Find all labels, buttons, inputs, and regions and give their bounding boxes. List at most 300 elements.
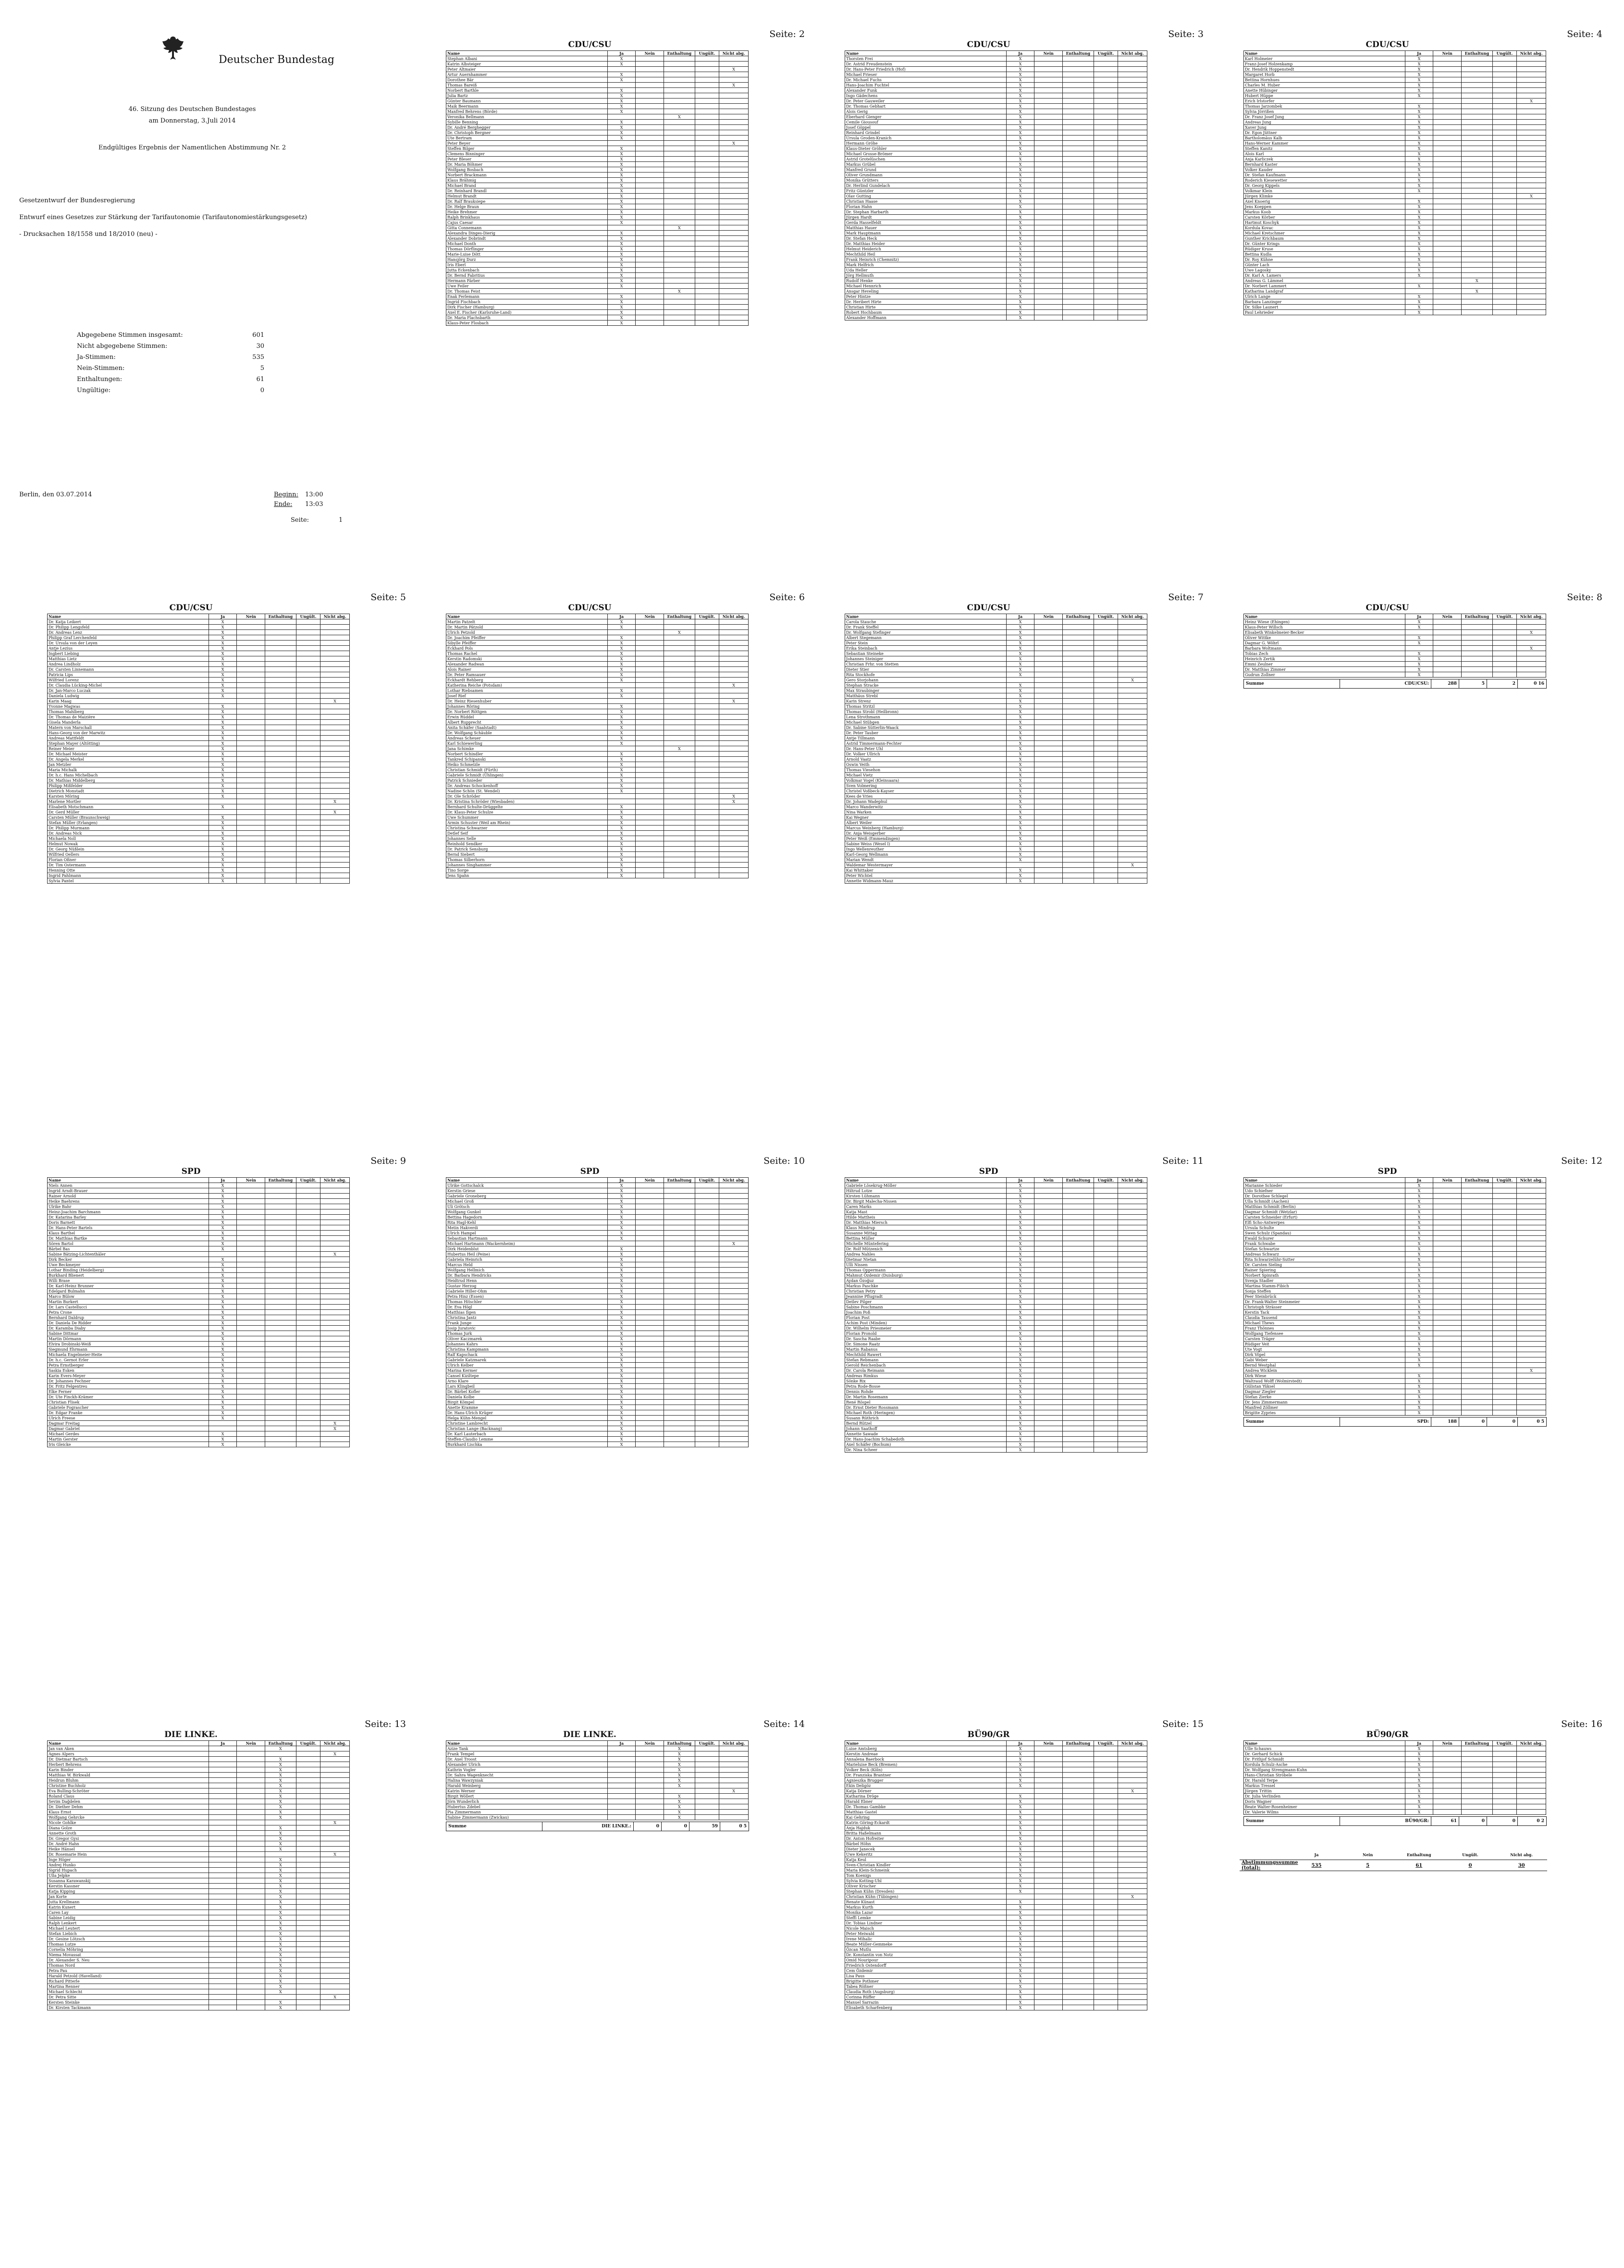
vote-mark: [719, 1762, 749, 1767]
table-row: [446, 299, 749, 305]
vote-mark: [296, 1347, 320, 1352]
vote-mark: [1034, 1394, 1063, 1400]
table-row: [1244, 210, 1546, 215]
vote-mark: [636, 831, 664, 836]
vote-mark: [1034, 662, 1063, 667]
vote-mark: [664, 767, 695, 773]
vote-mark: X: [1405, 199, 1433, 204]
vote-mark: X: [1006, 1942, 1034, 1947]
vote-mark: [265, 783, 296, 789]
vote-mark: [1462, 1389, 1493, 1394]
vote-mark: [1063, 72, 1094, 77]
vote-mark: [320, 646, 350, 651]
vote-mark: [664, 625, 695, 630]
vote-mark: [1094, 1884, 1118, 1889]
vote-mark: [1492, 77, 1517, 83]
vote-mark: [1034, 730, 1063, 736]
table-row: [1244, 1788, 1546, 1794]
member-name: Gisela Manderla: [48, 720, 209, 725]
member-name: Heidrun Bluhm: [48, 1778, 209, 1783]
table-row: [446, 799, 749, 804]
vote-mark: [719, 167, 749, 173]
vote-mark: [1094, 852, 1118, 857]
vote-mark: [719, 1336, 749, 1342]
vote-mark: [209, 2000, 237, 2005]
member-name: Dr. Karl A. Lamers: [1244, 273, 1405, 278]
vote-mark: [1517, 1347, 1546, 1352]
vote-mark: [636, 619, 664, 625]
vote-mark: [1462, 1394, 1493, 1400]
table-row: [446, 736, 749, 741]
member-name: Hans-Werner Kammer: [1244, 141, 1405, 146]
table-row: [48, 1363, 350, 1368]
vote-mark: [1492, 1400, 1517, 1405]
vote-mark: [296, 1331, 320, 1336]
table-row: [845, 1804, 1147, 1810]
member-name: Dagmar Freitag: [48, 1421, 209, 1426]
member-name: Iris Eberl: [446, 262, 608, 268]
vote-mark: [664, 125, 695, 130]
member-name: Frank Schwabe: [1244, 1241, 1405, 1246]
vote-mark: [265, 1262, 296, 1268]
vote-mark: [320, 1910, 350, 1915]
vote-mark: [209, 1820, 237, 1825]
table-row: [1244, 662, 1546, 667]
vote-mark: [1433, 88, 1462, 93]
vote-mark: [636, 257, 664, 262]
table-row: [1244, 99, 1546, 104]
vote-mark: [1517, 1799, 1546, 1804]
vote-mark: [1094, 247, 1118, 252]
page-number: Seite: 7: [1168, 592, 1204, 603]
vote-mark: [636, 199, 664, 204]
vote-mark: [1492, 136, 1517, 141]
vote-mark: [1462, 284, 1493, 289]
party-title: CDU/CSU: [967, 40, 1010, 49]
vote-mark: [1517, 247, 1546, 252]
vote-mark: [1118, 709, 1147, 715]
table-row: [48, 1400, 350, 1405]
vote-mark: [1034, 151, 1063, 157]
member-name: Albert Weiler: [845, 820, 1007, 826]
vote-mark: [719, 1183, 749, 1188]
vote-mark: [719, 741, 749, 746]
vote-mark: [1034, 1299, 1063, 1305]
member-name: Christel Voßbeck-Kayser: [845, 789, 1007, 794]
vote-mark: [1462, 247, 1493, 252]
vote-mark: [209, 810, 237, 815]
table-row: [446, 1278, 749, 1283]
vote-mark: [1063, 683, 1094, 688]
vote-mark: [607, 799, 636, 804]
vote-mark: [1462, 619, 1493, 625]
vote-mark: [265, 1273, 296, 1278]
member-name: Dr. Andreas Schockenhoff: [446, 783, 608, 789]
vote-mark: X: [1006, 709, 1034, 715]
vote-mark: [636, 630, 664, 635]
table-row: [446, 1400, 749, 1405]
vote-mark: [1517, 1220, 1546, 1225]
vote-mark: X: [607, 136, 636, 141]
vote-mark: X: [1405, 1204, 1433, 1209]
vote-mark: [1094, 1410, 1118, 1416]
vote-mark: [1063, 878, 1094, 884]
vote-mark: [636, 715, 664, 720]
vote-mark: X: [265, 1979, 296, 1984]
vote-mark: X: [607, 146, 636, 151]
member-name: Iris Gleicke: [48, 1442, 209, 1447]
vote-mark: X: [1006, 630, 1034, 635]
member-name: Maria Michalk: [48, 767, 209, 773]
vote-mark: [664, 863, 695, 868]
vote-mark: [1462, 305, 1493, 310]
table-row: [446, 625, 749, 630]
vote-mark: [1034, 1921, 1063, 1926]
vote-mark: [695, 93, 719, 99]
member-name: Clemens Binninger: [446, 151, 608, 157]
vote-mark: X: [1405, 1289, 1433, 1294]
vote-mark: X: [1006, 1820, 1034, 1825]
vote-mark: X: [209, 815, 237, 820]
vote-mark: [636, 1305, 664, 1310]
table-row: [446, 136, 749, 141]
member-name: Olav Gutting: [845, 194, 1007, 199]
member-name: Thomas Strobl (Heilbronn): [845, 709, 1007, 715]
total-label: Abstimmungssumme (total):: [1240, 1860, 1291, 1871]
column-header: Nein: [1034, 614, 1063, 619]
column-header: Ja: [1405, 614, 1433, 619]
member-name: Elisabeth Scharfenberg: [845, 2005, 1007, 2010]
vote-mark: X: [607, 820, 636, 826]
vote-mark: [1433, 247, 1462, 252]
vote-mark: X: [265, 1984, 296, 1989]
vote-mark: [695, 1368, 719, 1373]
vote-mark: [320, 656, 350, 662]
vote-mark: [237, 1305, 265, 1310]
vote-mark: [1118, 1400, 1147, 1405]
vote-mark: [320, 672, 350, 678]
vote-mark: [636, 1773, 664, 1778]
vote-mark: [1492, 215, 1517, 220]
member-name: Dr. Günter Krings: [1244, 241, 1405, 247]
vote-mark: [320, 1236, 350, 1241]
vote-mark: X: [1006, 1299, 1034, 1305]
member-name: Marieluise Beck (Bremen): [845, 1762, 1007, 1767]
vote-mark: [1063, 1188, 1094, 1194]
vote-mark: X: [1006, 231, 1034, 236]
page-number: Seite: 6: [769, 592, 805, 603]
vote-mark: X: [209, 1373, 237, 1379]
member-name: Michael Frieser: [845, 72, 1007, 77]
vote-mark: X: [1006, 651, 1034, 656]
vote-mark: [719, 1389, 749, 1394]
column-header: Nein: [237, 614, 265, 619]
summary-ja: 0: [634, 1822, 662, 1831]
vote-mark: [719, 1815, 749, 1820]
member-name: Alois Gerig: [845, 109, 1007, 114]
table-row: [48, 1878, 350, 1884]
member-name: Inge Höger: [48, 1857, 209, 1862]
vote-mark: [607, 1746, 636, 1751]
vote-mark: [320, 1942, 350, 1947]
vote-mark: [1433, 1400, 1462, 1405]
table-row: [48, 1852, 350, 1857]
vote-mark: X: [1006, 1225, 1034, 1231]
vote-mark: [607, 1794, 636, 1799]
vote-mark: X: [1006, 93, 1034, 99]
vote-mark: X: [1006, 2000, 1034, 2005]
vote-mark: [664, 210, 695, 215]
vote-mark: [719, 1273, 749, 1278]
vote-mark: [320, 1773, 350, 1778]
vote-mark: [1094, 1810, 1118, 1815]
vote-mark: [296, 667, 320, 672]
vote-mark: [1118, 1905, 1147, 1910]
vote-mark: X: [1006, 268, 1034, 273]
table-header: [845, 1741, 1147, 1746]
vote-mark: [1462, 104, 1493, 109]
table-row: [446, 1257, 749, 1262]
vote-mark: [320, 831, 350, 836]
table-row: [845, 1379, 1147, 1384]
member-name: Carsten Körber: [1244, 215, 1405, 220]
table-row: [446, 77, 749, 83]
member-name: Wolfgang Gehrcke: [48, 1815, 209, 1820]
vote-mark: [1517, 1384, 1546, 1389]
vote-mark: [265, 863, 296, 868]
vote-mark: [636, 1421, 664, 1426]
vote-mark: X: [265, 1968, 296, 1973]
vote-table: [1243, 1740, 1546, 1815]
vote-mark: [296, 741, 320, 746]
member-name: Ingbert Liebing: [48, 651, 209, 656]
vote-mark: X: [1006, 1958, 1034, 1963]
vote-mark: [1063, 136, 1094, 141]
vote-mark: [237, 1431, 265, 1437]
column-header: Ungült.: [695, 1741, 719, 1746]
member-name: Bettina Hornhues: [1244, 77, 1405, 83]
vote-mark: X: [209, 767, 237, 773]
vote-mark: X: [1006, 815, 1034, 820]
vote-mark: [1118, 783, 1147, 789]
vote-mark: [1094, 77, 1118, 83]
vote-mark: [664, 688, 695, 693]
vote-mark: [1094, 1405, 1118, 1410]
vote-mark: [719, 1188, 749, 1194]
vote-mark: [1094, 220, 1118, 225]
vote-mark: [1118, 1347, 1147, 1352]
column-header: Ja: [1006, 1741, 1034, 1746]
vote-mark: [1094, 794, 1118, 799]
table-row: [845, 1931, 1147, 1936]
vote-mark: [1063, 299, 1094, 305]
vote-mark: [664, 1241, 695, 1246]
column-header: Nicht abg.: [719, 51, 749, 56]
member-name: Sören Bartol: [48, 1241, 209, 1246]
vote-mark: [265, 1416, 296, 1421]
vote-mark: [1433, 1204, 1462, 1209]
vote-mark: [1517, 294, 1546, 299]
vote-mark: [237, 826, 265, 831]
member-name: Dr. Reinhard Brandl: [446, 188, 608, 194]
table-row: [845, 1783, 1147, 1788]
vote-mark: [1034, 173, 1063, 178]
member-name: Klaus Barthel: [48, 1231, 209, 1236]
vote-mark: [664, 720, 695, 725]
vote-mark: [1462, 1783, 1493, 1788]
member-name: Dr. Mathias Middelberg: [48, 778, 209, 783]
vote-mark: [296, 1294, 320, 1299]
member-name: Dr. Norbert Röttgen: [446, 709, 608, 715]
vote-mark: [664, 215, 695, 220]
vote-mark: X: [1006, 1183, 1034, 1188]
table-row: [845, 120, 1147, 125]
vote-mark: [1118, 289, 1147, 294]
vote-mark: [320, 841, 350, 847]
vote-mark: [1517, 67, 1546, 72]
vote-mark: [695, 1394, 719, 1400]
vote-mark: [695, 1241, 719, 1246]
member-name: Dr. Silke Launert: [1244, 305, 1405, 310]
member-name: Sven Volmering: [845, 783, 1007, 789]
vote-mark: [1034, 667, 1063, 672]
vote-mark: [296, 1442, 320, 1447]
vote-mark: X: [1006, 783, 1034, 789]
vote-mark: [1094, 2000, 1118, 2005]
vote-mark: [636, 210, 664, 215]
vote-mark: [209, 1889, 237, 1894]
vote-mark: [1118, 1751, 1147, 1757]
vote-mark: [237, 1973, 265, 1979]
table-header: [446, 1741, 749, 1746]
vote-mark: [1034, 67, 1063, 72]
member-name: Karin Evers-Meyer: [48, 1373, 209, 1379]
vote-mark: [1462, 236, 1493, 241]
vote-mark: X: [209, 1442, 237, 1447]
vote-mark: [719, 651, 749, 656]
vote-mark: [664, 662, 695, 667]
vote-mark: [719, 1215, 749, 1220]
vote-mark: X: [607, 709, 636, 715]
vote-mark: X: [607, 104, 636, 109]
vote-mark: [695, 730, 719, 736]
vote-mark: X: [719, 683, 749, 688]
vote-mark: [1433, 635, 1462, 641]
table-row: [1244, 1204, 1546, 1209]
member-name: Johannes Röring: [446, 704, 608, 709]
member-name: Thomas Mahlberg: [48, 709, 209, 715]
column-header: Ungült.: [296, 614, 320, 619]
vote-mark: [237, 1942, 265, 1947]
vote-mark: [1063, 104, 1094, 109]
table-row: [845, 1268, 1147, 1273]
vote-mark: X: [607, 1183, 636, 1188]
table-row: [1244, 630, 1546, 635]
member-name: Peter Stein: [845, 641, 1007, 646]
member-name: Joachim Poß: [845, 1310, 1007, 1315]
vote-mark: X: [1006, 1294, 1034, 1299]
vote-mark: [265, 810, 296, 815]
vote-mark: [296, 693, 320, 699]
vote-mark: [1094, 1915, 1118, 1921]
table-row: [845, 820, 1147, 826]
vote-mark: [1118, 688, 1147, 693]
vote-mark: [265, 1199, 296, 1204]
vote-mark: [1433, 1794, 1462, 1799]
vote-mark: [664, 799, 695, 804]
vote-mark: [695, 794, 719, 799]
vote-mark: [265, 619, 296, 625]
member-name: Gunther Krichbaum: [1244, 236, 1405, 241]
table-row: [48, 1305, 350, 1310]
table-row: [48, 1384, 350, 1389]
vote-mark: [695, 215, 719, 220]
table-row: [1244, 120, 1546, 125]
column-header: Ja: [607, 1741, 636, 1746]
vote-mark: [1063, 746, 1094, 752]
table-row: [1244, 1799, 1546, 1804]
vote-mark: X: [209, 1289, 237, 1294]
vote-mark: [296, 656, 320, 662]
summary-nein: 0: [662, 1822, 689, 1831]
total-column-header: Nicht abg.: [1510, 1852, 1533, 1857]
table-row: [446, 1815, 749, 1820]
member-name: Dr. Hans-Peter Bartels: [48, 1225, 209, 1231]
vote-mark: [1094, 262, 1118, 268]
member-name: Heinz Wiese (Ehingen): [1244, 619, 1405, 625]
vote-mark: X: [1006, 278, 1034, 284]
party-summary: [1243, 1417, 1547, 1427]
vote-mark: X: [1006, 646, 1034, 651]
member-name: Annette Groth: [48, 1831, 209, 1836]
vote-mark: [1094, 151, 1118, 157]
vote-mark: [1034, 641, 1063, 646]
table-row: [1244, 1342, 1546, 1347]
vote-mark: [237, 630, 265, 635]
member-name: Hubert Hüppe: [1244, 93, 1405, 99]
vote-mark: [1433, 1320, 1462, 1326]
vote-mark: [1118, 114, 1147, 120]
vote-mark: [664, 273, 695, 278]
vote-mark: [1063, 1347, 1094, 1352]
table-row: [1244, 199, 1546, 204]
vote-mark: [1118, 752, 1147, 757]
vote-mark: [636, 1373, 664, 1379]
vote-mark: [1517, 310, 1546, 315]
vote-mark: [1094, 1204, 1118, 1209]
vote-mark: [607, 1757, 636, 1762]
vote-table: [845, 50, 1147, 320]
vote-mark: [636, 1320, 664, 1326]
vote-mark: [209, 1794, 237, 1799]
vote-mark: [695, 815, 719, 820]
vote-mark: [1094, 141, 1118, 146]
vote-mark: [636, 1437, 664, 1442]
vote-mark: X: [1405, 1225, 1433, 1231]
vote-mark: [1034, 1257, 1063, 1262]
vote-mark: [237, 799, 265, 804]
vote-mark: [1094, 815, 1118, 820]
vote-mark: X: [209, 868, 237, 873]
vote-mark: [1433, 262, 1462, 268]
vote-mark: [296, 1873, 320, 1878]
vote-mark: [1433, 241, 1462, 247]
vote-mark: X: [607, 247, 636, 252]
vote-mark: [265, 1342, 296, 1347]
vote-mark: [1118, 1352, 1147, 1357]
member-name: Peter Wichtel: [845, 873, 1007, 878]
vote-mark: [237, 1757, 265, 1762]
